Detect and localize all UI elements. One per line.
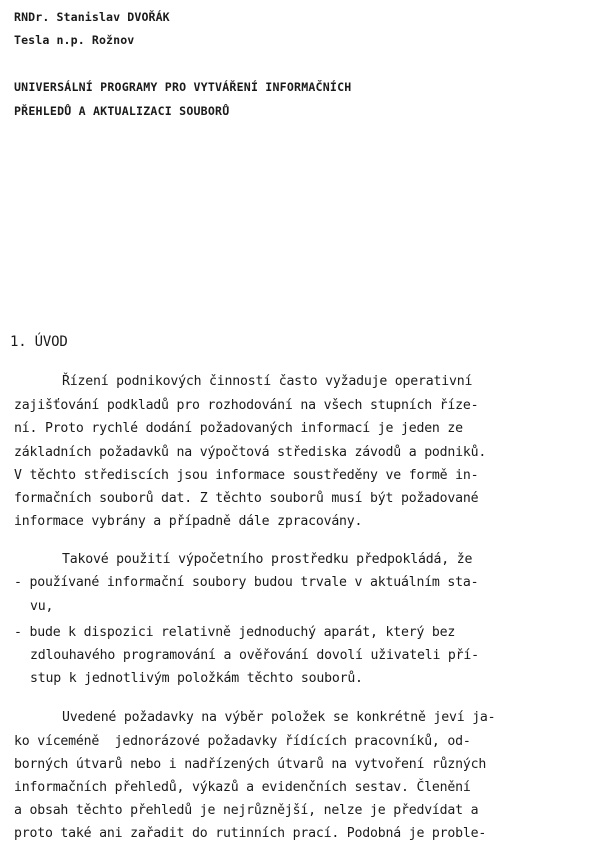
list-item-2-line-3: stup k jednotlivým položkám těchto souborů. xyxy=(30,671,363,686)
paragraph-1-line-3: ní. Proto rychlé dodání požadovaných informací je jeden ze xyxy=(14,421,463,436)
paragraph-3-line-6: proto také ani zařadit do rutinních prací. Podobná je proble- xyxy=(14,826,487,841)
paragraph-1-line-6: formačních souborů dat. Z těchto souborů musí být požadované xyxy=(14,491,479,506)
paragraph-1-line-4: základních požadavků na výpočtová střediska závodů a podniků. xyxy=(14,445,487,460)
paragraph-1-line-2: zajišťování podkladů pro rozhodování na všech stupních říze- xyxy=(14,398,479,413)
paragraph-3-line-4: informačních přehledů, výkazů a evidenčních sestav. Členění xyxy=(14,780,471,795)
list-item-2-line-1: - bude k dispozici relativně jednoduchý aparát, který bez xyxy=(14,625,456,640)
paragraph-3-line-1: Uvedené požadavky na výběr položek se konkrétně jeví ja- xyxy=(62,710,496,725)
list-item-1-line-1: - používané informační soubory budou trvale v aktuálním sta- xyxy=(14,575,479,590)
document-title-line-1: UNIVERSÁLNÍ PROGRAMY PRO VYTVÁŘENÍ INFORMAČNÍCH xyxy=(14,80,352,94)
author-affiliation: Tesla n.p. Rožnov xyxy=(14,33,135,47)
paragraph-3-line-5: a obsah těchto přehledů je nejrůznější, nelze je předvídat a xyxy=(14,803,479,818)
paragraph-1-line-7: informace vybrány a případně dále zpracovány. xyxy=(14,514,363,529)
paragraph-3-line-3: borných útvarů nebo i nadřízených útvarů na vytvoření různých xyxy=(14,757,487,772)
paragraph-3-line-2: ko víceméně jednorázové požadavky řídících pracovníků, od- xyxy=(14,734,471,749)
paragraph-2-intro: Takové použití výpočetního prostředku předpokládá, že xyxy=(62,552,473,567)
paragraph-1-line-1: Řízení podnikových činností často vyžaduje operativní xyxy=(62,374,473,389)
list-item-1-line-2: vu, xyxy=(30,599,54,614)
author-name: RNDr. Stanislav DVOŘÁK xyxy=(14,10,170,24)
paragraph-1-line-5: V těchto střediscích jsou informace soustředěny ve formě in- xyxy=(14,468,479,483)
section-heading: 1. ÚVOD xyxy=(10,334,68,350)
document-title-line-2: PŘEHLEDŮ A AKTUALIZACI SOUBORŮ xyxy=(14,104,230,118)
list-item-2-line-2: zdlouhavého programování a ověřování dovolí uživateli pří- xyxy=(30,648,479,663)
